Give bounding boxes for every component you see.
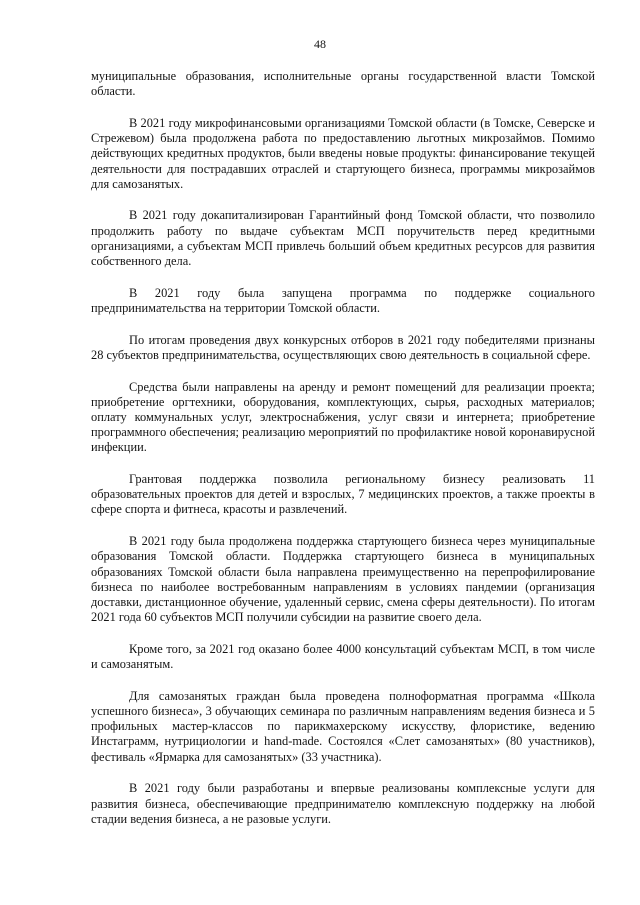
paragraph-microfinance: В 2021 году микрофинансовыми организациями Томской области (в Томске, Северске и Стрежевом) была продолжена работа по предоставлению льготных микрозаймов. Помимо действующих кредитных продуктов, были введены новые продукты: финансирование текущей деятельности для пострадавших отраслей и стартующего бизнеса, программы микрозаймов для самозанятых. (91, 115, 595, 191)
paragraph-guarantee-fund: В 2021 году докапитализирован Гарантийный фонд Томской области, что позволило продолжить работу по выдаче субъектам МСП поручительств перед кредитными организациями, а субъектам МСП привлечь больший объем кредитных ресурсов для развития собственного дела. (91, 208, 595, 269)
page-number: 48 (314, 37, 326, 51)
paragraph-continuation: муниципальные образования, исполнительные органы государственной власти Томской области. (91, 69, 595, 99)
paragraph-competition-winners: По итогам проведения двух конкурсных отборов в 2021 году победителями признаны 28 субъектов предпринимательства, осуществляющих свою деятельность в социальной сфере. (91, 332, 595, 362)
paragraph-social-entrepreneurship-program: В 2021 году была запущена программа по поддержке социального предпринимательства на территории Томской области. (91, 285, 595, 315)
page-body (91, 69, 595, 843)
paragraph-complex-services: В 2021 году были разработаны и впервые реализованы комплексные услуги для развития бизнеса, обеспечивающие предпринимателю комплексную поддержку на любой стадии ведения бизнеса, а не разовые услуги. (91, 781, 595, 826)
paragraph-funds-allocation: Средства были направлены на аренду и ремонт помещений для реализации проекта; приобретение оргтехники, оборудования, комплектующих, сырья, расходных материалов; оплату коммунальных услуг, электроснабжения, услуг связи и интернета; приобретение программного обеспечения; реализацию мероприятий по профилактике новой коронавирусной инфекции. (91, 379, 595, 455)
paragraph-self-employed-program: Для самозанятых граждан была проведена полноформатная программа «Школа успешного бизнеса», 3 обучающих семинара по различным направлениям ведения бизнеса и 5 профильных мастер-классов по парикмахерскому искусству, флористике, ведению Инстаграмм, нутрициологии и hand-made. Состоялся «Слет самозанятых» (80 участников), фестиваль «Ярмарка для самозанятых» (33 участника). (91, 688, 595, 764)
paragraph-grant-support: Грантовая поддержка позволила региональному бизнесу реализовать 11 образовательных проектов для детей и взрослых, 7 медицинских проектов, а также проекты в сфере спорта и фитнеса, красоты и развлечений. (91, 472, 595, 517)
paragraph-consultations: Кроме того, за 2021 год оказано более 4000 консультаций субъектам МСП, в том числе и самозанятым. (91, 641, 595, 672)
paragraph-startup-support: В 2021 году была продолжена поддержка стартующего бизнеса через муниципальные образования Томской области. Поддержка стартующего бизнеса в муниципальных образованиях Томской области была направлена преимущественно на перепрофилирование бизнеса по наиболее востребованным направлениям в условиях пандемии (организация доставки, дистанционное обучение, удаленный сервис, смена сферы деятельности). По итогам 2021 года 60 субъектов МСП получили субсидии на развитие своего дела. (91, 534, 595, 625)
